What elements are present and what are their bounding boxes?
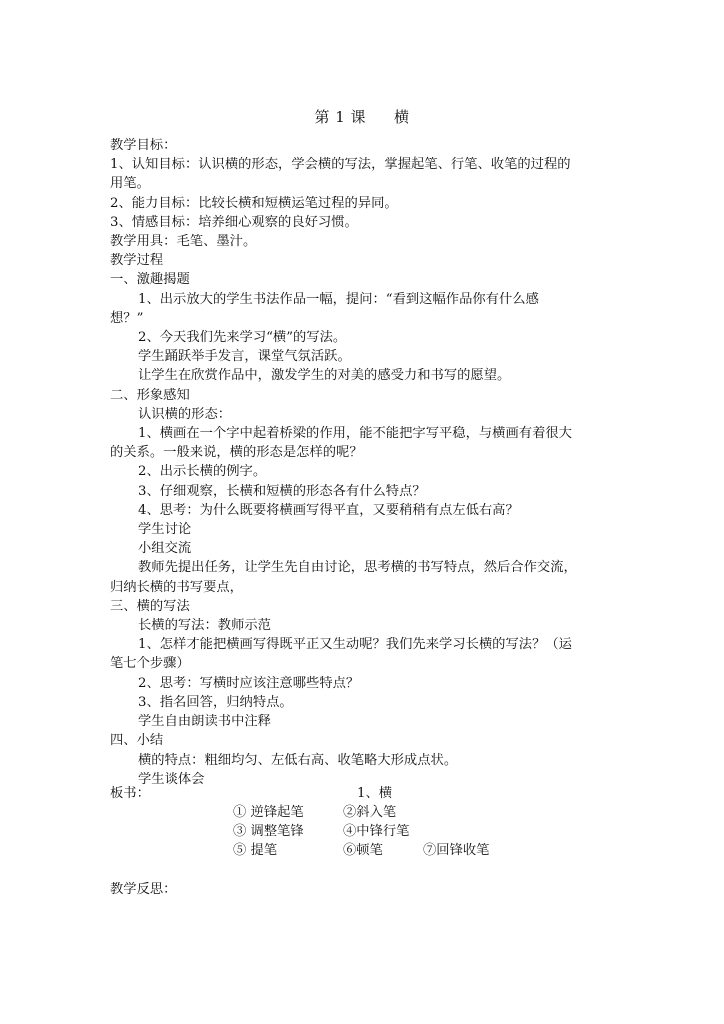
text-line: 学生自由朗读书中注释 — [138, 714, 271, 730]
board-step: ① 逆锋起笔 — [233, 805, 304, 820]
text-line: 横的特点：粗细均匀、左低右高、收笔略大形成点状。 — [138, 752, 458, 768]
text-line: 3、仔细观察，长横和短横的形态各有什么特点？ — [138, 483, 426, 499]
text-line: 教学用具：毛笔、墨汁。 — [110, 234, 257, 250]
board-step: ④中锋行笔 — [343, 824, 410, 839]
text-line: 一、激趣揭题 — [110, 272, 190, 288]
text-line: 让学生在欣赏作品中，激发学生的对美的感受力和书写的愿望。 — [138, 368, 511, 384]
text-line: 1、出示放大的学生书法作品一幅，提问：“看到这幅作品你有什么感 — [138, 291, 539, 307]
text-line: 4、思考：为什么既要将横画写得平直，又要稍稍有点左低右高？ — [138, 502, 519, 518]
text-line: 四、小结 — [110, 733, 164, 749]
teaching-reflection-label: 教学反思： — [110, 882, 177, 897]
lesson-body — [110, 136, 630, 789]
board-step: ③ 调整笔锋 — [233, 824, 304, 839]
text-line: 1、认知目标：认识横的形态，学会横的写法，掌握起笔、行笔、收笔的过程的 — [110, 157, 571, 173]
board-step: ⑤ 提笔 — [233, 843, 278, 858]
text-line: 教学过程 — [110, 253, 164, 269]
board-step: ⑦回锋收笔 — [423, 843, 490, 858]
text-line: 2、今天我们先来学习“横”的写法。 — [138, 330, 347, 346]
text-line: 3、情感目标：培养细心观察的良好习惯。 — [110, 214, 358, 230]
text-line: 想？” — [110, 310, 144, 326]
text-line: 教师先提出任务，让学生先自由讨论，思考横的书写特点，然后合作交流， — [138, 560, 577, 576]
text-line: 2、出示长横的例字。 — [138, 464, 267, 480]
board-label: 板书： — [110, 786, 150, 801]
text-line: 的关系。一般来说，横的形态是怎样的呢？ — [110, 445, 363, 461]
lesson-topic: 横 — [394, 108, 410, 126]
board-step: ⑥顿笔 — [343, 843, 383, 858]
text-line: 笔七个步骤） — [110, 656, 190, 672]
text-line: 2、能力目标：比较长横和短横运笔过程的异同。 — [110, 195, 398, 211]
text-line: 认识横的形态： — [138, 406, 232, 422]
text-line: 1、怎样才能把横画写得既平正又生动呢？我们先来学习长横的写法？（运 — [138, 637, 572, 653]
text-line: 3、指名回答，归纳特点。 — [138, 694, 293, 710]
text-line: 三、横的写法 — [110, 598, 190, 614]
text-line: 长横的写法：教师示范 — [138, 618, 271, 634]
text-line: 学生踊跃举手发言，课堂气氛活跃。 — [138, 349, 351, 365]
text-line: 教学目标： — [110, 138, 177, 153]
text-line: 小组交流 — [138, 541, 192, 557]
text-line: 二、形象感知 — [110, 387, 190, 403]
board-heading: 1、横 — [357, 786, 393, 801]
text-line: 1、横画在一个字中起着桥梁的作用，能不能把字写平稳，与横画有着很大 — [138, 426, 572, 442]
text-line: 归纳长横的书写要点， — [110, 579, 243, 595]
lesson-number: 第 1 课 — [314, 108, 367, 126]
lesson-title — [0, 106, 724, 127]
board-step: ②斜入笔 — [343, 805, 397, 820]
text-line: 学生谈体会 — [138, 771, 205, 787]
text-line: 学生讨论 — [138, 522, 192, 538]
text-line: 2、思考：写横时应该注意哪些特点？ — [138, 675, 360, 691]
text-line: 用笔。 — [110, 176, 150, 192]
